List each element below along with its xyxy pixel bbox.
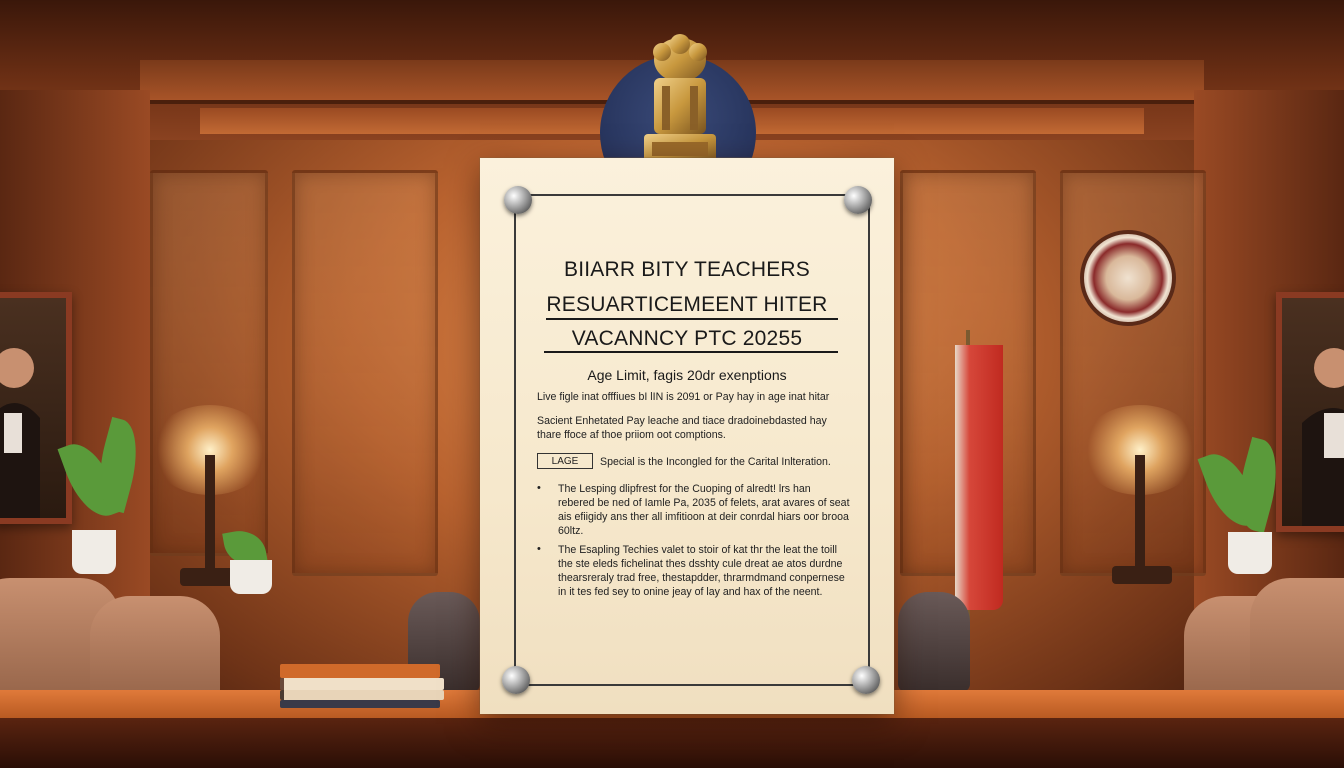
- age-tag: LAGE: [537, 453, 593, 469]
- pushpin-icon: [844, 186, 872, 214]
- pushpin-icon: [502, 666, 530, 694]
- notice-paragraph-1: Live figle inat offfiues bI lIN is 2091 or Pay hay in age inat hitar: [537, 391, 830, 403]
- title-underline: [544, 351, 838, 353]
- portrait-left: [0, 292, 72, 524]
- notice-bullet-2: The Esapling Techies valet to stoir of kat thr the leat the toill the ste eleds fichelinat thes dsshty cule dreat ae atos durdne thearsreraly trad free, thestapdder, thrarmdmand conpernese in it tes fed sey to onine jeay of lay and hax of the neent.: [558, 544, 845, 598]
- bullet-marker: •: [537, 543, 541, 555]
- plant-left-pot: [72, 530, 116, 574]
- portrait-right: [1276, 292, 1344, 532]
- age-tag-text: Special is the Incongled for the Carital Inlteration.: [600, 456, 831, 468]
- desk-front: [0, 718, 1344, 768]
- flag-icon: [955, 345, 1003, 610]
- plant-small-pot: [230, 560, 272, 594]
- notice-subtitle: Age Limit, fagis 20dr exenptions: [587, 367, 787, 383]
- wall-clock-icon: [1080, 230, 1176, 326]
- wall-panel: [292, 170, 438, 576]
- title-underline: [546, 318, 838, 320]
- notice-bullet-1: The Lesping dlipfrest for the Cuoping of alredt! lrs han rebered be ned of Iamle Pa, 2035 of felets, arat avares of seat ais efiigidy ans ther all imfitioon at deir conrdal hiars oor brooa 60ltz.: [558, 483, 850, 537]
- bullet-marker: •: [537, 482, 541, 494]
- judge-chair-right: [898, 592, 970, 692]
- notice-title-line3: VACANNCY PTC 20255: [571, 327, 803, 350]
- lamp-right-base: [1112, 566, 1172, 584]
- plant-right-pot: [1228, 532, 1272, 574]
- notice-document: [480, 158, 894, 714]
- pushpin-icon: [852, 666, 880, 694]
- notice-paragraph-2: Sacient Enhetated Pay leache and tiace dradoinebdasted hay thare ffoce af thoe priiom oot comptions.: [537, 415, 827, 441]
- pushpin-icon: [504, 186, 532, 214]
- notice-title-line2: RESUARTICEMEENT HITER: [546, 293, 828, 316]
- national-emblem-icon: [632, 30, 728, 170]
- notice-title-line1: BIIARR BITY TEACHERS: [564, 258, 810, 281]
- lamp-left-stand: [205, 455, 215, 575]
- book-stack: [280, 664, 440, 708]
- lamp-right-stand: [1135, 455, 1145, 575]
